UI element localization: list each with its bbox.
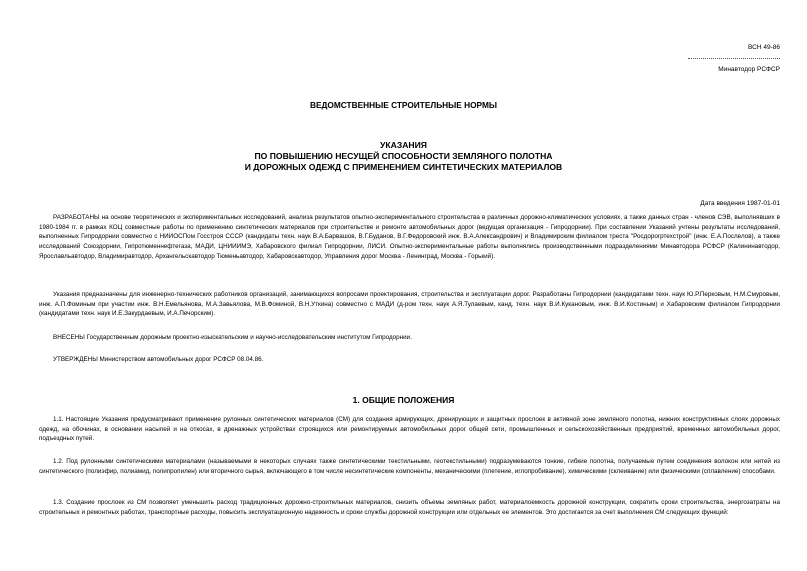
developed-text: на основе теоретических и экспериментальных исследований, анализа результатов опытно-экспериментального строительства в различных дорожно-климатических условиях, а также данных стран - членов СЭВ, выполнявших в 1980-1984 гг. в рамках КОЦ совместные работы по применению синтетических материалов при строительстве и ремонте автомобильных дорог (ведущая организация - Гипродорнии). При составлении Указаний учтены результаты исследований, выполненных Гипродорнии совместно с НИИОСПом Госстроя СССР (кандидаты техн. наук В.А.Барвашов, В.Г.Буданов, В.Г.Федоровский инж. В.А.Александрович) и Владимирским филиалом треста "Росдорогртехстрой" (инж. Е.А.Послелов), а также исследований Союздорнии, Гипротюменнефтегаза, МАДИ, ЦНИИИМЭ, Хабаровского филиал Гипродорнии, ЛИСИ. Опытно-экспериментальные работы выполнялись производственными подразделениями Минавтодора РСФСР (Калининавтодор, Ярославльавтодор, Владимиравтодор, Архангельскавтодор Тюменьавтодор, Хабаровскавтодор, Управления дорог Москва - Ленинград, Москва - Горький). (39, 214, 780, 260)
approved-text: Министерством автомобильных дорог РСФСР 08.04.86. (97, 356, 264, 363)
section-1-title: 1. ОБЩИЕ ПОЛОЖЕНИЯ (352, 395, 455, 405)
developed-label: РАЗРАБОТАНЫ (53, 214, 100, 221)
clause-1-2: 1.2. Под рулонными синтетическими материалами (называемыми в некоторых случаях также синтетическими текстильными, геотекстильными) подразумеваются тонкие, гибкие полотна, получаемые путем соединения волокон или нитей из синтетического (полиэфир, полиамид, полипропилен) или вторичного сырья, включающего в том числе несинтетические компоненты, механическими (плетение, иглопробивание), химическими (склеивание) или физическими (сплавление) способами. (39, 458, 780, 475)
title-line-1: УКАЗАНИЯ (380, 140, 427, 150)
purpose-paragraph: Указания предназначены для инженерно-технических работников организаций, занимающихся вопросами проектирования, строительства и эксплуатации дорог. Разработаны Гипродорнии (кандидатами техн. наук Ю.Р.Перковым, Н.М.Смуровым, инж. А.П.Фоминым при участии инж. В.Н.Емельянова, М.А.Завьялова, М.В.Фоминой, В.Н.Уткина) совместно с МАДИ (д-ром техн. наук А.Я.Тулаевым, канд. техн. наук В.И.Кукановым, инж. В.И.Костиным) и Хабаровским филиалом Гипродорнии (кандидатами техн. наук И.Е.Закурдаевым, И.А.Печорским). (39, 291, 780, 318)
issuing-organization: Минавтодор РСФСР (718, 66, 780, 73)
norms-heading: ВЕДОМСТВЕННЫЕ СТРОИТЕЛЬНЫЕ НОРМЫ (309, 100, 498, 110)
introduced-text: Государственным дорожным проектно-изыскательским и научно-исследовательским институтом Гипродорнии. (84, 334, 412, 341)
title-line-3: И ДОРОЖНЫХ ОДЕЖД С ПРИМЕНЕНИЕМ СИНТЕТИЧЕСКИХ МАТЕРИАЛОВ (244, 162, 563, 172)
approved-paragraph (39, 355, 780, 365)
header-divider (688, 58, 780, 59)
introduced-paragraph (39, 333, 780, 343)
introduced-label: ВНЕСЕНЫ (53, 334, 85, 341)
document-title (0, 140, 807, 173)
approved-label: УТВЕРЖДЕНЫ (53, 356, 98, 363)
document-code: ВСН 49-86 (748, 44, 780, 51)
clause-1-1: 1.1. Настоящие Указания предусматривают применение рулонных синтетических материалов (СМ) для создания армирующих, дренирующих и защитных прослоек в активной зоне земляного полотна, нижних конструктивных слоях дорожных одежд, на обочинах, в основании насыпей и на откосах, в дренажных устройствах строящихся или ремонтируемых автомобильных дорог общей сети, промышленных и сельскохозяйственных предприятий, временных автомобильных дорог, подъездных путей. (39, 416, 780, 443)
developed-paragraph (39, 213, 780, 262)
clause-1-3: 1.3. Создание прослоек из СМ позволяет уменьшить расход традиционных дорожно-строительных материалов, снизить объемы земляных работ, материалоемкость дорожной конструкции, сократить сроки строительства, энергозатраты на строительных и ремонтных работах, транспортные расходы, повысить эксплуатационную надежность и сроки службы дорожной конструкции или отдельных ее элементов. Это достигается за счет выполнения СМ следующих функций: (39, 499, 780, 516)
title-line-2: ПО ПОВЫШЕНИЮ НЕСУЩЕЙ СПОСОБНОСТИ ЗЕМЛЯНОГО ПОЛОТНА (254, 151, 553, 161)
intro-date: Дата введения 1987-01-01 (700, 200, 780, 207)
